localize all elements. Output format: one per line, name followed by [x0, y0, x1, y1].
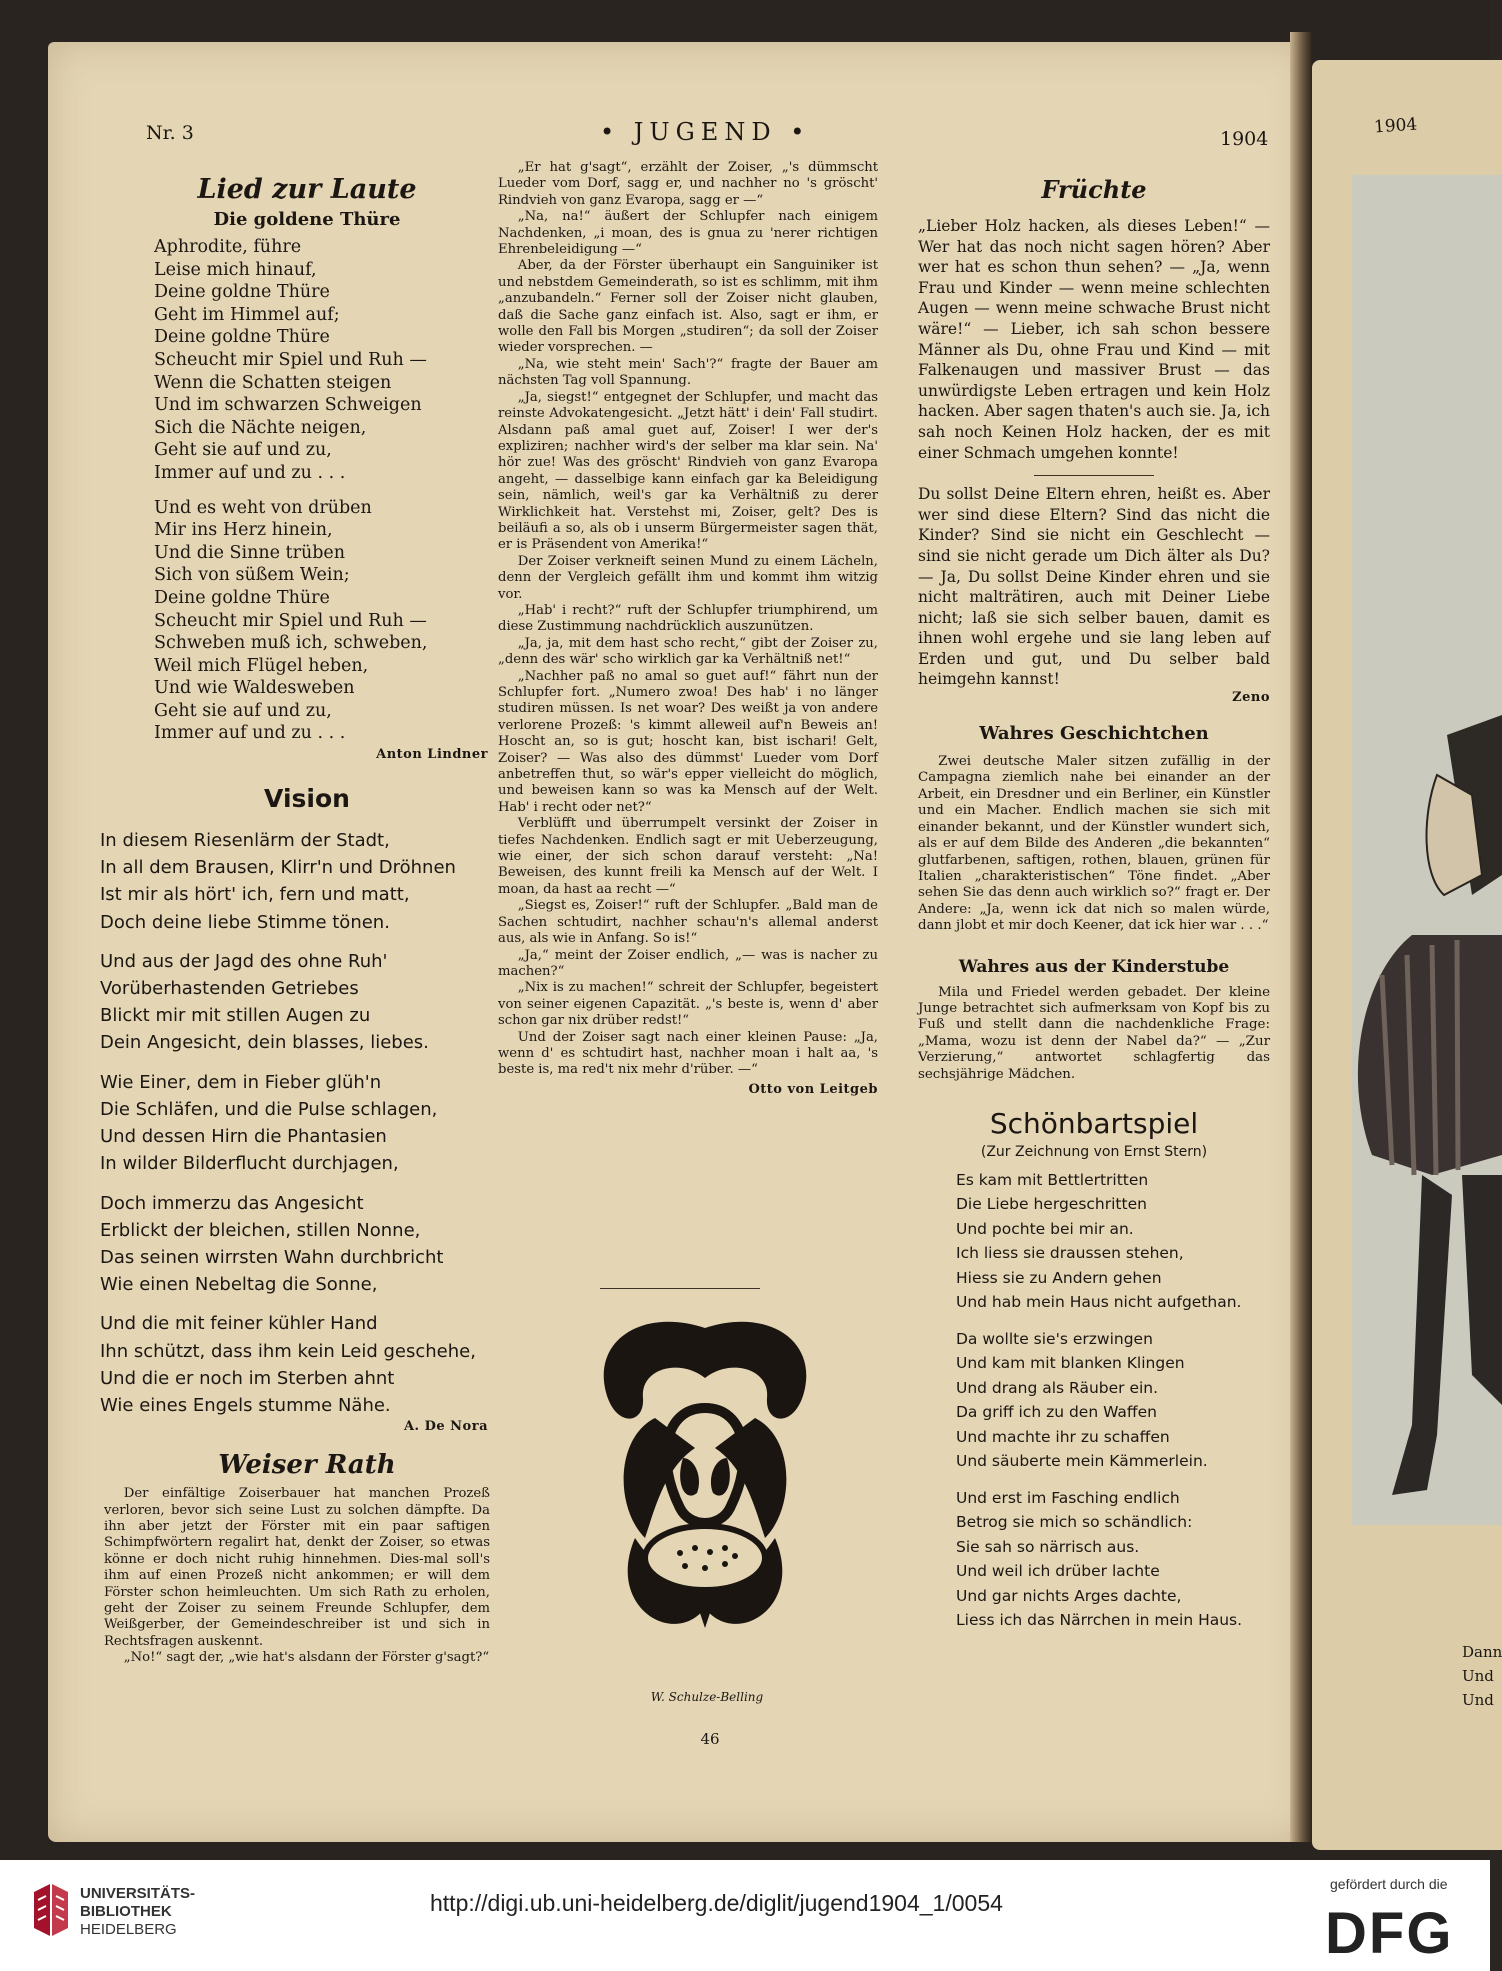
- poem-line: Es kam mit Bettlertritten: [956, 1170, 1149, 1189]
- paragraph: „Ja,“ meint der Zoiser endlich, „— was is nacher zu machen?“: [498, 947, 878, 979]
- poem-line: Und im schwarzen Schweigen: [154, 395, 422, 416]
- poem-line: In diesem Riesenlärm der Stadt,: [100, 830, 390, 852]
- poem-line: Und die mit feiner kühler Hand: [100, 1313, 378, 1335]
- story-weiser-rath: [104, 1486, 490, 1666]
- poem-line: Da griff ich zu den Waffen: [956, 1403, 1157, 1422]
- stanza-break: [956, 1474, 1270, 1486]
- dfg-logo[interactable]: DFG: [1325, 1901, 1454, 1966]
- next-page-line: Dann: [1462, 1643, 1502, 1661]
- poem-line: Blickt mir mit stillen Augen zu: [100, 1005, 371, 1027]
- university-name-line: UNIVERSITÄTS-: [80, 1885, 196, 1902]
- poem-line: Deine goldne Thüre: [154, 587, 330, 608]
- poem-line: Liess ich das Närrchen in mein Haus.: [956, 1611, 1243, 1630]
- poem-line: Und gar nichts Arges dachte,: [956, 1586, 1182, 1605]
- poem-author: Anton Lindner: [376, 747, 488, 763]
- poem-line: Weil mich Flügel heben,: [154, 655, 369, 676]
- poem-line: Ich liess sie draussen stehen,: [956, 1244, 1184, 1263]
- story-title-weiser-rath: Weiser Rath: [218, 1450, 396, 1481]
- poem-line: Und hab mein Haus nicht aufgethan.: [956, 1293, 1242, 1312]
- university-name-line: HEIDELBERG: [80, 1921, 177, 1938]
- poem-line: Sie sah so närrisch aus.: [956, 1537, 1140, 1556]
- page-year: 1904: [1220, 128, 1269, 150]
- poem-line: Und aus der Jagd des ohne Ruh': [100, 950, 388, 972]
- poem-line: Dein Angesicht, dein blasses, liebes.: [100, 1032, 429, 1054]
- title-wahres-aus-der-kinderstube: Wahres aus der Kinderstube: [958, 956, 1230, 977]
- poem-line: Vorüberhastenden Getriebes: [100, 978, 359, 1000]
- jester-figure-illustration: [1352, 175, 1502, 1525]
- stanza-break: [100, 1178, 488, 1190]
- paragraph: Aber, da der Förster überhaupt ein Sanguiniker ist und nebstdem Gemeinderath, so ist es schlimm, mit ihm „anzubandeln.“ Ferner soll der Zoiser nicht glauben, daß die Sache ganz einfach ist. Also, sagt er ihm, er wolle den Fall bis Morgen „studiren“; da soll der Zoiser wieder vorsprechen. —: [498, 258, 878, 356]
- paragraph: „Siegst es, Zoiser!“ ruft der Schlupfer. „Bald man de Sachen schtudirt, nachher schau'n's allemal anderst aus, als wie in Anfang. So is!“: [498, 898, 878, 947]
- paragraph: „Ja, siegst!“ entgegnet der Schlupfer, und macht das reinste Advokatengesicht. „Jetzt hätt' i dein' Fall studirt. Alsdann paß amal guet auf, Zoiser! I wer der's expliziren; nachher wird's der selber ma klar sein. Na' hör zue! Was des gröscht' Rindvieh von ganz Evaropa angeht, — dasselbige kann einfach gar ka Beleidigung sein, nämlich, weil's gar ka Verhältniß zu derer Wirklichkeit hat. Verstehst mi, Zoiser, gelt? Des is beiläufi a so, als ob i unserm Bürgermeister sagen thät, er is Präsendent von Amerika!“: [498, 389, 878, 553]
- paragraph: „Ja, ja, mit dem hast scho recht,“ gibt der Zoiser zu, „denn des wär' scho wirklich gar ka Verhältniß net!“: [498, 635, 878, 668]
- poem-line: Wie einen Nebeltag die Sonne,: [100, 1274, 378, 1296]
- poem-line: Das seinen wirrsten Wahn durchbricht: [100, 1246, 444, 1268]
- next-page-edge: [1312, 60, 1502, 1850]
- paragraph: „Na, na!“ äußert der Schlupfer nach einigem Nachdenken, „i moan, des is gnua zu 'nerer richtigen Ehrenbeleidigung —“: [498, 209, 878, 258]
- next-page-line: Und: [1462, 1691, 1494, 1709]
- paragraph: „Nix is zu machen!“ schreit der Schlupfer, begeistert von seiner eigenen Capazität. „'s beste is, wenn d' aber schon gar nix drüber redst!“: [498, 980, 878, 1029]
- poem-line: Und drang als Räuber ein.: [956, 1378, 1159, 1397]
- poem-line: Doch immerzu das Angesicht: [100, 1192, 364, 1214]
- divider: [600, 1288, 760, 1289]
- issue-number: Nr. 3: [146, 122, 194, 144]
- stanza-break: [956, 1315, 1270, 1327]
- next-page-line: Und: [1462, 1667, 1494, 1685]
- poem-line: Und säuberte mein Kämmerlein.: [956, 1452, 1208, 1471]
- book-gutter: [1290, 32, 1312, 1842]
- paragraph: „Hab' i recht?“ ruft der Schlupfer triumphirend, um diese Zustimmung nachdrücklich auszunützen.: [498, 602, 878, 635]
- poem-line: Hiess sie zu Andern gehen: [956, 1268, 1162, 1287]
- poem-line: Und dessen Hirn die Phantasien: [100, 1126, 387, 1148]
- poem-line: Immer auf und zu . . .: [154, 723, 346, 744]
- text-kinderstube: [918, 985, 1270, 1083]
- poem-line: Ihn schützt, dass ihm kein Leid geschehe,: [100, 1340, 476, 1362]
- next-page-text: [1462, 1640, 1502, 1712]
- poem-line: Und die er noch im Sterben ahnt: [100, 1367, 395, 1389]
- poem-line: Sich die Nächte neigen,: [154, 417, 367, 438]
- poem-line: Geht sie auf und zu,: [154, 440, 332, 461]
- middle-column: [498, 160, 878, 1097]
- university-name-line: BIBLIOTHEK: [80, 1903, 172, 1920]
- poem-line: Wie Einer, dem in Fieber glüh'n: [100, 1071, 382, 1093]
- funding-label: gefördert durch die: [1330, 1876, 1448, 1892]
- poem-line: Betrog sie mich so schändlich:: [956, 1513, 1193, 1532]
- poem-line: Scheucht mir Spiel und Ruh —: [154, 349, 427, 370]
- stanza-break: [100, 1057, 488, 1069]
- poem-line: Und weil ich drüber lachte: [956, 1562, 1160, 1581]
- paragraph: Zwei deutsche Maler sitzen zufällig in der Campagna ziemlich nahe bei einander an der Arbeit, ein Dresdner und ein Berliner, ein Künstler und ein Macher. Endlich machen sie sich mit einander bekannt, und der Künstler wundert sich, als er auf dem Bilde des Anderen „die bekannten“ glutfarbenen, saftigen, rothen, blauen, grünen für Italien „charakteristischen“ Töne findet. „Aber sehen Sie das denn auch wirklich so?“ fragt er. Der Andere: „Ja, wenn ick dat nich so malen würde, dann jlobt et mir doch Keener, dat ick hier war . . .“: [918, 754, 1270, 934]
- poem-schoenbartspiel: [956, 1168, 1270, 1633]
- poem-line: Und machte ihr zu schaffen: [956, 1427, 1170, 1446]
- paragraph: Der Zoiser verkneift seinen Mund zu einem Lächeln, denn der Vergleich gefällt ihm und kommt ihm witzig vor.: [498, 553, 878, 602]
- poem-line: Und es weht von drüben: [154, 497, 372, 518]
- title-wahres-geschichtchen: Wahres Geschichtchen: [979, 723, 1209, 745]
- right-column: [918, 175, 1270, 1633]
- poem-subtitle: Die goldene Thüre: [213, 209, 401, 230]
- poem-line: Wie eines Engels stumme Nähe.: [100, 1394, 391, 1416]
- poem-title-vision: Vision: [264, 784, 350, 814]
- poem-line: In wilder Bilderflucht durchjagen,: [100, 1153, 399, 1175]
- poem-line: Geht sie auf und zu,: [154, 700, 332, 721]
- poem-line: Aphrodite, führe: [154, 237, 302, 257]
- paragraph: „Na, wie steht mein' Sach'?“ fragte der Bauer am nächsten Tag voll Spannung.: [498, 356, 878, 389]
- illustration-caption: W. Schulze-Belling: [650, 1690, 764, 1704]
- poem-line: Doch deine liebe Stimme tönen.: [100, 911, 390, 933]
- poem-line: Deine goldne Thüre: [154, 327, 330, 348]
- poem-line: Sich von süßem Wein;: [154, 565, 350, 586]
- paragraph: „No!“ sagt der, „wie hat's alsdann der Förster g'sagt?“: [123, 1650, 490, 1666]
- poem-line: Leise mich hinauf,: [154, 259, 317, 280]
- poem-line: Mir ins Herz hinein,: [154, 520, 333, 541]
- poem-line: Und kam mit blanken Klingen: [956, 1354, 1185, 1373]
- poem-vision: [100, 827, 488, 1419]
- story-author: Otto von Leitgeb: [748, 1081, 878, 1097]
- magazine-title: • JUGEND •: [600, 118, 811, 146]
- poem-line: Geht im Himmel auf;: [154, 304, 340, 325]
- poem-line: Scheucht mir Spiel und Ruh —: [154, 610, 427, 631]
- poem-line: Und erst im Fasching endlich: [956, 1488, 1180, 1507]
- paragraph: Verblüfft und überrumpelt versinkt der Zoiser in tiefes Nachdenken. Endlich sagt er mit Ueberzeugung, wie einer, der sich schon darauf versteht: „Na! Beweisen, des kunnt freili ka Mensch auf der Welt. I moan, da hast aa recht —“: [498, 816, 878, 897]
- poem-author: A. De Nora: [403, 1419, 488, 1435]
- poem-line: Erblickt der bleichen, stillen Nonne,: [100, 1219, 421, 1241]
- paragraph: „Er hat g'sagt“, erzählt der Zoiser, „'s dümmscht Lueder vom Dorf, sagg er, und nachher no 's gröscht' Rindvieh von ganz Evaropa, sagg er —“: [498, 160, 878, 208]
- university-name[interactable]: [80, 1885, 195, 1939]
- story-weiser-rath-continued: [498, 160, 878, 1079]
- poem-line: Immer auf und zu . . .: [154, 462, 346, 483]
- page-number: 46: [700, 1730, 720, 1748]
- fruechte-author: Zeno: [1232, 690, 1270, 706]
- viewer-footer: [0, 1860, 1490, 1971]
- poem-line: In all dem Brausen, Klirr'n und Dröhnen: [100, 857, 456, 879]
- schoenbart-subtitle: (Zur Zeichnung von Ernst Stern): [980, 1143, 1208, 1160]
- poem-line: Schweben muß ich, schweben,: [154, 633, 428, 654]
- paragraph: „Nachher paß no amal so guet auf!“ fährt nun der Schlupfer fort. „Numero zwoa! Des hab' i no länger studiren müssen. Is net woar? Des weißt ja von andere verlorene Prozeß: 's kimmt alleweil auf'n Beweis an! Hoscht an, so is gut; hoscht kan, bist ischari! Gelt, Zoiser? — Was also des dümmst' Lueder vom Dorf anbetreffen thut, so wär's epper vielleicht do möglich, und beweisen kann so was ka Mensch auf der Welt. Hab' i recht oder net?“: [498, 668, 878, 815]
- paragraph: Der einfältige Zoiserbauer hat manchen Prozeß verloren, bevor sich seine Lust zu solchen dämpfte. Da ihn aber jetzt der Förster mit ein paar saftigen Schimpfwörtern regalirt hat, denkt der Zoiser, so etwas könne er doch nicht ruhig hinnehmen. Dies-mal soll's ihm auf einen Prozeß nicht ankommen; er will dem Förster schon heimleuchten. Um sich Rath zu erholen, geht der Zoiser zu seinem Freunde Schlupfer, dem Weißgerber, der Gemeindeschreiber ist und sich in Rechtsfragen auskennt.: [104, 1486, 490, 1649]
- title-fruechte: Früchte: [1041, 175, 1147, 204]
- title-schoenbartspiel: Schönbartspiel: [989, 1106, 1199, 1140]
- left-column: [100, 170, 490, 1667]
- permalink-url[interactable]: http://digi.ub.uni-heidelberg.de/diglit/jugend1904_1/0054: [430, 1890, 1003, 1916]
- poem-line: Und pochte bei mir an.: [956, 1219, 1134, 1238]
- ornamental-illustration: [585, 1308, 825, 1653]
- poem-title-lied-zur-laute: Lied zur Laute: [197, 174, 417, 205]
- text-wahres-geschichtchen: [918, 754, 1270, 934]
- poem-line: Und die Sinne trüben: [154, 542, 346, 563]
- poem-line: Deine goldne Thüre: [154, 282, 330, 303]
- poem-line: Die Liebe hergeschritten: [956, 1195, 1147, 1214]
- stanza-break: [100, 936, 488, 948]
- paragraph: Du sollst Deine Eltern ehren, heißt es. Aber wer sind diese Eltern? Sind das nicht die Kinder? Sind sie nicht ein Geschlecht — sind sie nicht gerade um Dich älter als Du? — Ja, Du sollst Deine Kinder ehren und sie nicht malträtiren, auch mit Deiner Liebe nicht; laß sie sich selber bauen, damit es ihnen wohl ergehe und sie lang leben auf Erden und gut, und Du selber bald heimgehn kannst!: [918, 485, 1270, 689]
- paragraph: „Lieber Holz hacken, als dieses Leben!“ — Wer hat das noch nicht sagen hören? Aber wer hat es schon thun sehen? — „Ja, wenn Frau und Kinder — wenn meine schlechten Augen — wenn meine schwache Brust nicht wäre!“ — Lieber, ich sah schon bessere Männer als Du, ohne Frau und Kind — mit Falkenaugen und massiver Brust — das unwürdigste Leben ertragen und kein Holz hacken. Aber sagen thaten's auch sie. Ja, ich sah noch Keinen Holz hacken, der es mit einer Schmach umgehen konnte!: [918, 217, 1270, 462]
- poem-lied-zur-laute: [154, 236, 488, 745]
- stanza-break: [154, 485, 488, 497]
- paragraph: Und der Zoiser sagt nach einer kleinen Pause: „Ja, wenn d' es schtudirt hast, nachher moan i halt aa, 's beste is, ma red't nix mehr d'rüber. —“: [498, 1029, 878, 1078]
- poem-line: Ist mir als hört' ich, fern und matt,: [100, 884, 410, 906]
- university-logo-icon[interactable]: [30, 1882, 72, 1938]
- poem-line: Die Schläfen, und die Pulse schlagen,: [100, 1098, 438, 1120]
- divider: [1034, 475, 1154, 476]
- poem-line: Und wie Waldesweben: [154, 678, 355, 699]
- stanza-break: [100, 1298, 488, 1310]
- poem-line: Wenn die Schatten steigen: [154, 372, 392, 393]
- next-page-year: 1904: [1373, 114, 1418, 138]
- paragraph: Mila und Friedel werden gebadet. Der kleine Junge betrachtet sich aufmerksam von Kopf bis zu Fuß und stellt dann die nachdenkliche Frage: „Mama, wozu ist denn der Nabel da?“ — „Zur Verzierung,“ antwortet schlagfertig das sechsjährige Mädchen.: [918, 984, 1270, 1082]
- poem-line: Da wollte sie's erzwingen: [956, 1329, 1153, 1348]
- text-fruechte: [918, 216, 1270, 690]
